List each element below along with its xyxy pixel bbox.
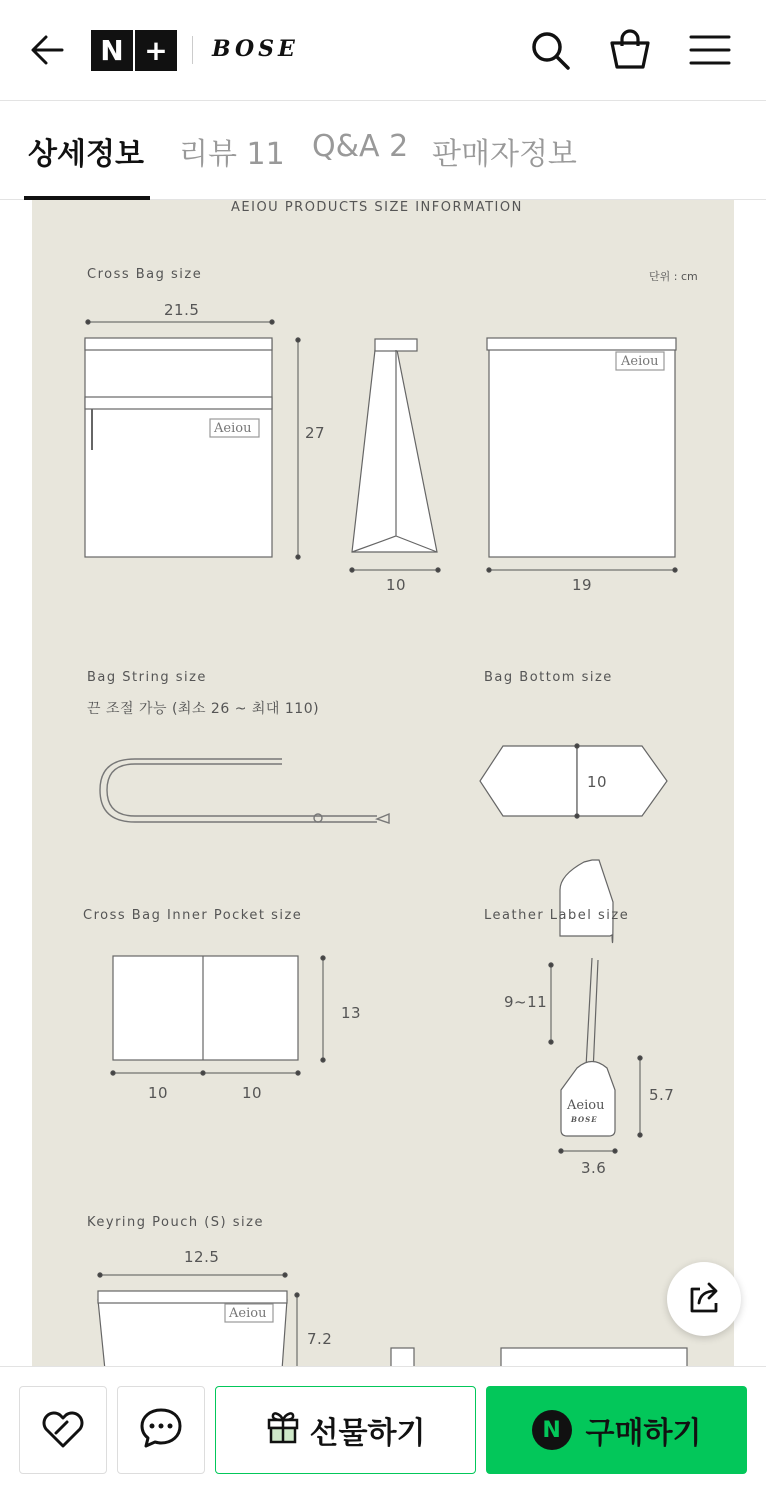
bag-bottom-label: Bag Bottom size (484, 670, 613, 685)
tab-reviews[interactable]: 리뷰 11 (179, 137, 285, 172)
leather-tag-bose: BOSE (571, 1115, 598, 1124)
cross-bag-width: 21.5 (164, 301, 200, 319)
inner-pocket-right-width: 10 (242, 1084, 263, 1102)
cross-bag-back-width: 19 (572, 576, 593, 594)
like-button[interactable] (19, 1386, 107, 1474)
tab-qna[interactable]: Q&A 2 (312, 129, 409, 164)
cross-bag-back-tag: Aeiou (621, 354, 659, 369)
nplus-logo[interactable] (91, 30, 177, 71)
keyring-pouch-tag: Aeiou (229, 1306, 267, 1321)
chat-bubble-icon (138, 1406, 184, 1454)
leather-label-label: Leather Label size (484, 908, 630, 923)
nplus-logo-plus: + (135, 30, 177, 71)
keyring-pouch-width: 12.5 (184, 1248, 220, 1266)
top-header (0, 0, 766, 101)
cross-bag-front-shape (85, 340, 272, 557)
inner-pocket-label: Cross Bag Inner Pocket size (83, 908, 303, 923)
leather-label-height: 5.7 (649, 1086, 675, 1104)
naver-pay-badge: N (532, 1410, 572, 1450)
gift-icon (266, 1408, 300, 1452)
cross-bag-tag: Aeiou (214, 421, 252, 436)
logo-divider (192, 36, 193, 64)
size-information-image (32, 200, 734, 1366)
keyring-pouch-label: Keyring Pouch (S) size (87, 1215, 264, 1230)
leather-tag-shape (560, 860, 613, 943)
inner-pocket-shape (113, 956, 298, 1060)
gift-button[interactable] (215, 1386, 476, 1474)
arrow-left-icon[interactable] (23, 26, 71, 74)
bag-string-adjuster (314, 814, 322, 822)
bag-bottom-left (480, 746, 577, 816)
cross-bag-height: 27 (305, 424, 326, 442)
heart-icon (39, 1406, 87, 1454)
product-tabs (0, 101, 766, 200)
buy-button[interactable] (486, 1386, 747, 1474)
keyring-pouch-top (98, 1291, 287, 1303)
hamburger-menu-icon[interactable] (686, 26, 734, 74)
bag-string-label: Bag String size (87, 670, 207, 685)
leather-tag-brand: Aeiou (567, 1098, 605, 1113)
unit-label: 단위 : cm (649, 270, 698, 283)
cross-bag-side-top (375, 339, 417, 351)
keyring-pouch-height: 7.2 (307, 1330, 333, 1348)
cross-bag-back-shape (489, 348, 675, 557)
nplus-logo-n: N (91, 30, 133, 71)
bag-bottom-value: 10 (587, 773, 608, 791)
keyring-side-shape (391, 1348, 414, 1366)
size-info-title: AEIOU PRODUCTS SIZE INFORMATION (231, 200, 523, 215)
buy-label: 구매하기 (585, 1416, 702, 1451)
bag-string-end (377, 814, 389, 823)
gift-label: 선물하기 (309, 1416, 426, 1451)
brand-logo[interactable]: BOSE (212, 36, 299, 62)
cross-bag-label: Cross Bag size (87, 267, 203, 282)
bag-string-note: 끈 조절 가능 (최소 26 ~ 최대 110) (87, 701, 320, 717)
tab-seller-info[interactable]: 판매자정보 (432, 137, 577, 172)
cross-bag-back-top (487, 338, 676, 350)
bag-string-outer (100, 759, 377, 822)
share-button[interactable] (667, 1262, 741, 1336)
cross-bag-front-top (85, 338, 272, 350)
search-icon[interactable] (526, 26, 574, 74)
talk-button[interactable] (117, 1386, 205, 1474)
leather-label-string-length: 9~11 (504, 993, 548, 1011)
keyring-back-shape (501, 1348, 687, 1366)
bottom-action-bar (0, 1366, 766, 1500)
share-icon (684, 1277, 724, 1321)
leather-label-width: 3.6 (581, 1159, 607, 1177)
bag-string-inner (107, 764, 377, 816)
tab-details[interactable]: 상세정보 (28, 137, 144, 172)
cross-bag-side-width: 10 (386, 576, 407, 594)
shopping-bag-icon[interactable] (606, 26, 654, 74)
inner-pocket-height: 13 (341, 1004, 362, 1022)
inner-pocket-left-width: 10 (148, 1084, 169, 1102)
size-diagram-drawing (32, 200, 734, 1366)
cross-bag-zipper (85, 397, 272, 409)
cross-bag-side-shape (352, 350, 437, 552)
